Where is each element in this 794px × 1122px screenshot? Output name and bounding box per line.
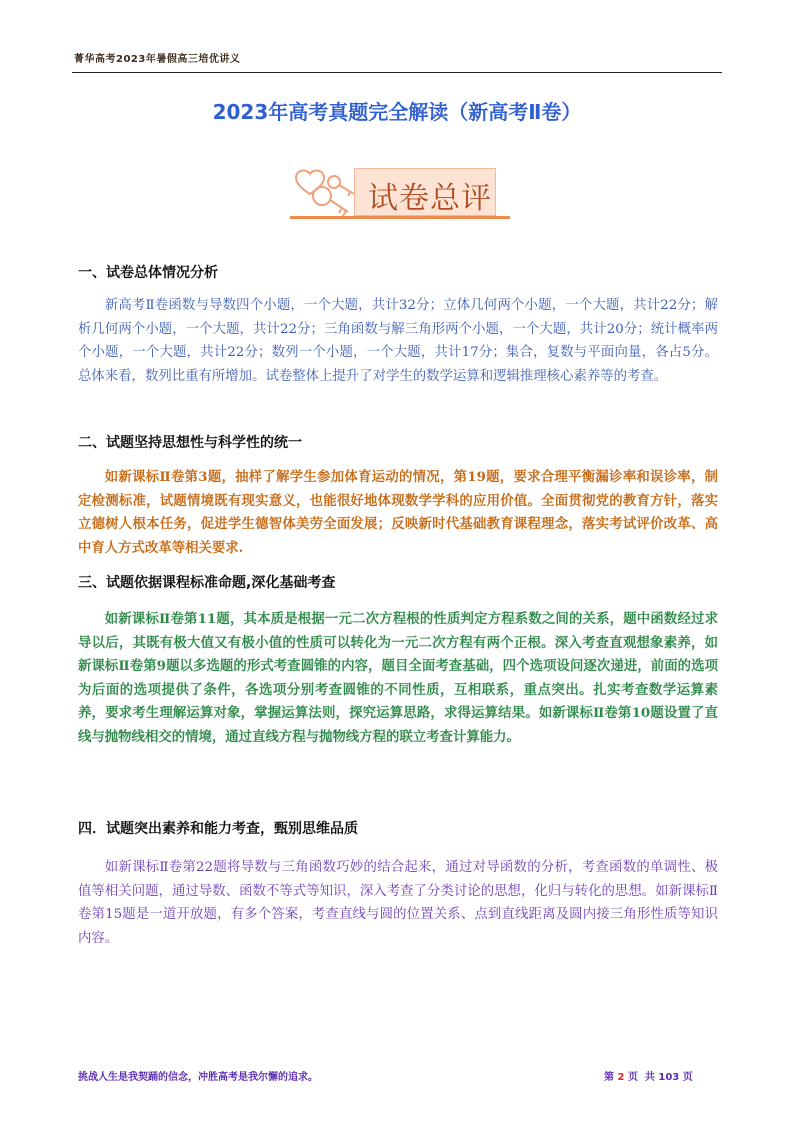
page-total: 103 <box>658 1072 680 1083</box>
running-header: 菁华高考2023年暑假高三培优讲义 <box>74 54 241 65</box>
page-current: 2 <box>617 1072 625 1083</box>
section-banner <box>284 160 514 226</box>
section-body-2: 如新课标Ⅱ卷第3题，抽样了解学生参加体育运动的情况，第19题，要求合理平衡漏诊率和误诊率，制定检测标准，试题情境既有现实意义，也能很好地体现数学学科的应用价值。全面贯彻党的教育方针，落实立德树人根本任务，促进学生德智体美劳全面发展；反映新时代基础教育课程理念，落实考试评价改革、高中育人方式改革等相关要求. <box>78 469 718 556</box>
page-prefix: 第 <box>604 1072 614 1083</box>
page-suffix: 页 <box>682 1072 693 1083</box>
section-heading-2: 二、试题坚持思想性与科学性的统一 <box>78 435 302 451</box>
section-heading-3: 三、试题依据课程标准命题,深化基础考查 <box>78 575 336 591</box>
section-body-1: 新高考Ⅱ卷函数与导数四个小题，一个大题，共计32分；立体几何两个小题，一个大题，共计22分；解析几何两个小题，一个大题，共计22分；三角函数与解三角形两个小题，一个大题，共计20分；统计概率两个小题，一个大题，共计22分；数列一个小题，一个大题，共计17分；集合，复数与平面向量，各占5分。总体来看，数列比重有所增加。试卷整体上提升了对学生的数学运算和逻辑推理核心素养等的考查。 <box>78 298 718 384</box>
page-title: 2023年高考真题完全解读（新高考Ⅱ卷） <box>212 100 582 124</box>
banner-label: 试卷总评 <box>368 181 492 216</box>
footer-motto: 挑战人生是我契踊的信念，冲胜高考是我尔懈的追求。 <box>78 1072 318 1083</box>
section-body-4: 如新课标Ⅱ卷第22题将导数与三角函数巧妙的结合起来，通过对导函数的分析，考查函数的单调性、极值等相关问题，通过导数、函数不等式等知识，深入考查了分类讨论的思想，化归与转化的思想。如新课标Ⅱ卷第15题是一道开放题，有多个答案，考查直线与圆的位置关系、点到直线距离及圆内接三角形性质等知识内容。 <box>78 860 718 946</box>
section-body-3: 如新课标Ⅱ卷第11题，其本质是根据一元二次方程根的性质判定方程系数之间的关系，题中函数经过求导以后，其既有极大值又有极小值的性质可以转化为一元二次方程有两个正根。深入考查直观想象素养，如新课标Ⅱ卷第9题以多选题的形式考查圆锥的内容，题目全面考查基础，四个选项设问逐次递进，前面的选项为后面的选项提供了条件，各选项分别考查圆锥的不同性质，互相联系，重点突出。扎实考查数学运算素养，要求考生理解运算对象，掌握运算法则，探究运算思路，求得运算结果。如新课标Ⅱ卷第10题设置了直线与抛物线相交的情境，通过直线方程与抛物线方程的联立考查计算能力。 <box>78 611 718 745</box>
section-heading-4: 四．试题突出素养和能力考查，甄别思维品质 <box>78 821 358 837</box>
section-heading-1: 一、试卷总体情况分析 <box>78 265 218 281</box>
page-middle: 页 共 <box>627 1072 655 1083</box>
header-divider <box>72 72 722 73</box>
page-number <box>604 1068 693 1083</box>
